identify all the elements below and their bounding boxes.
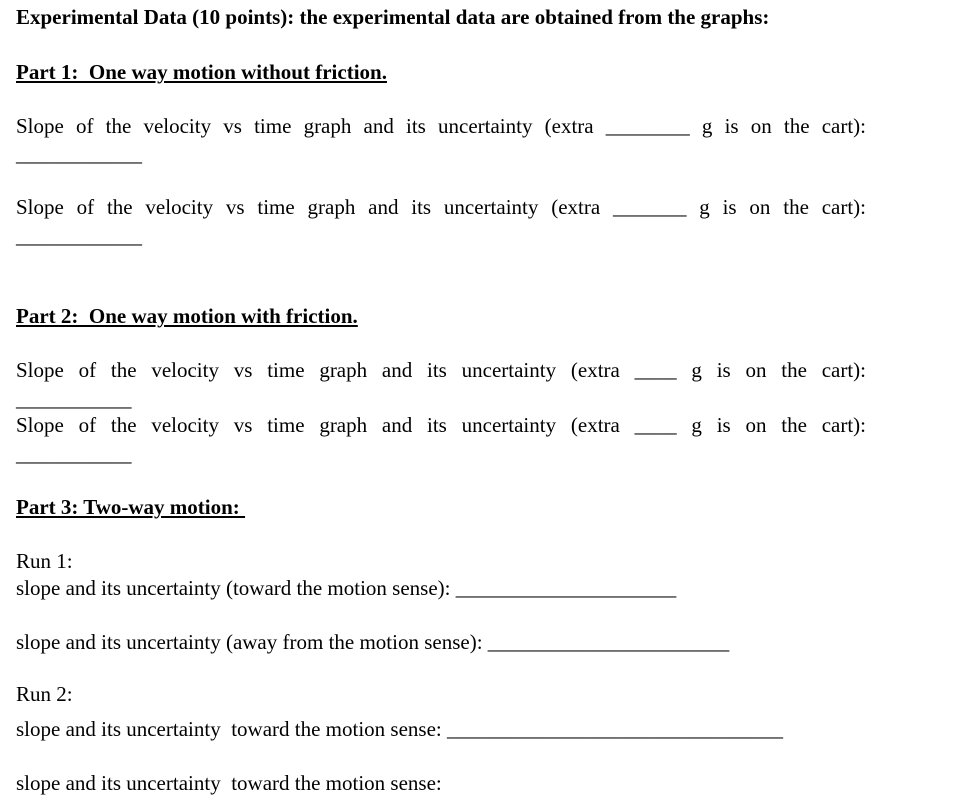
run2-label: Run 2: [16,682,73,706]
part2-answer-blank-1: ___________ [16,387,132,411]
part1-answer-blank-2: ____________ [16,224,142,248]
run2-toward-line-2: slope and its uncertainty toward the motion sense: [16,771,442,795]
document-heading: Experimental Data (10 points): the experimental data are obtained from the graphs: [16,5,770,29]
run1-label: Run 1: [16,549,73,573]
part3-title: Part 3: Two-way motion: [16,495,246,519]
part1-slope-line-2: Slope of the velocity vs time graph and its uncertainty (extra _______ g is on the cart): [16,195,866,219]
part1-title: Part 1: One way motion without friction. [16,60,387,84]
run1-toward-line: slope and its uncertainty (toward the motion sense): _____________________ [16,576,677,600]
part2-slope-line-2: Slope of the velocity vs time graph and its uncertainty (extra ____ g is on the cart): [16,413,866,437]
part1-slope-line-1: Slope of the velocity vs time graph and its uncertainty (extra ________ g is on the cart): [16,114,866,138]
part2-title: Part 2: One way motion with friction. [16,304,358,328]
run1-away-line: slope and its uncertainty (away from the motion sense): _______________________ [16,630,730,654]
part2-slope-line-1: Slope of the velocity vs time graph and its uncertainty (extra ____ g is on the cart): [16,358,866,382]
part1-answer-blank-1: ____________ [16,142,142,166]
part2-answer-blank-2: ___________ [16,442,132,466]
run2-toward-line: slope and its uncertainty toward the motion sense: ________________________________ [16,717,783,741]
